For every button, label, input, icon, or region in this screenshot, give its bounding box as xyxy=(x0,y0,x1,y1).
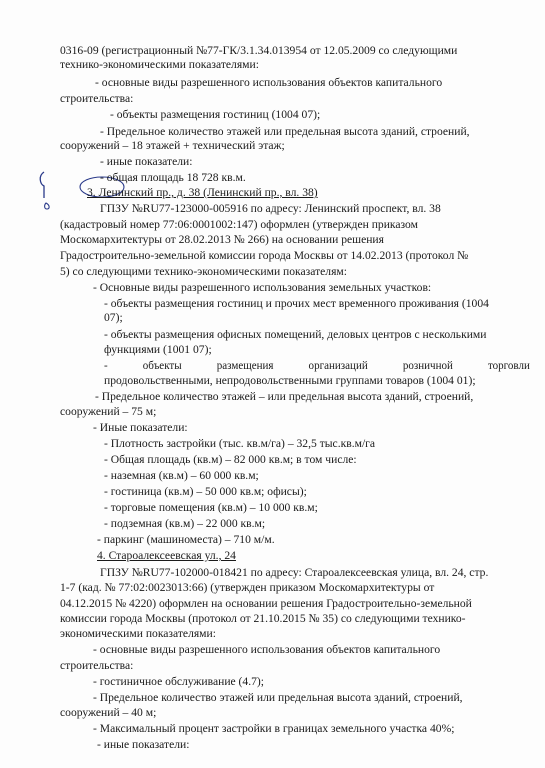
text-line-45: - иные показатели: xyxy=(97,738,190,751)
text-line-9: - общая площадь 18 728 кв.м. xyxy=(100,171,246,184)
text-line-40: строительства: xyxy=(60,659,134,672)
text-line-5: - объекты размещения гостиниц (1004 07); xyxy=(110,108,321,121)
handwritten-mark-one xyxy=(40,172,44,198)
text-line-8: - иные показатели: xyxy=(100,155,193,168)
text-line-30: - торговые помещения (кв.м) – 10 000 кв.м; xyxy=(104,501,318,514)
text-line-26: - Плотность застройки (тыс. кв.м/га) – 32,5 тыс.кв.м/га xyxy=(104,437,376,450)
text-line-15: 5) со следующими технико-экономическими показателям: xyxy=(60,265,347,278)
text-line-32: - паркинг (машиноместа) – 710 м/м. xyxy=(97,533,275,546)
text-line-41: - гостиничное обслуживание (4.7); xyxy=(93,675,264,688)
text-line-36: 04.12.2015 № 4220) оформлен на основании решения Градостроительно-земельной xyxy=(60,597,472,610)
text-line-2: технико-экономическими показателями: xyxy=(60,58,259,71)
text-line-11: ГПЗУ №RU77-123000-005916 по адресу: Ленинский проспект, вл. 38 xyxy=(100,202,441,215)
text-line-28: - наземная (кв.м) – 60 000 кв.м; xyxy=(104,469,259,482)
text-line-42: - Предельное количество этажей или предельная высота зданий, строений, xyxy=(93,691,463,704)
text-line-23: - Предельное количество этажей – или предельная высота зданий, строений, xyxy=(95,390,474,403)
text-line-13: Москомархитектуры от 28.02.2013 № 266) на основании решения xyxy=(60,233,384,246)
text-line-25: - Иные показатели: xyxy=(93,421,188,434)
text-line-6: - Предельное количество этажей или предельная высота зданий, строений, xyxy=(100,125,470,138)
text-line-31: - подземная (кв.м) – 22 000 кв.м; xyxy=(104,517,266,530)
text-line-1: 0316-09 (регистрационный №77-ГК/3.1.34.013954 от 12.05.2009 со следующими xyxy=(60,44,458,57)
section-heading-3: 3. Ленинский пр., д. 38 (Ленинский пр., вл. 38) xyxy=(87,186,318,199)
section-heading-4: 4. Староалексеевская ул., 24 xyxy=(97,549,236,562)
text-line-27: - Общая площадь (кв.м) – 82 000 кв.м; в том числе: xyxy=(104,453,357,466)
text-line-14: Градостроительно-земельной комиссии города Москвы от 14.02.2013 (протокол № xyxy=(60,249,469,262)
text-line-3: - основные виды разрешенного использования объектов капитального xyxy=(95,76,443,89)
text-line-34: ГПЗУ №RU77-102000-018421 по адресу: Староалексеевская улица, вл. 24, стр. xyxy=(100,566,489,579)
text-line-38: экономическими показателями: xyxy=(60,627,216,640)
text-line-29: - гостиница (кв.м) – 50 000 кв.м; офисы); xyxy=(104,485,307,498)
text-line-20: функциями (1001 07); xyxy=(104,343,212,356)
text-line-37: комиссии города Москвы (протокол от 21.10.2015 № 35) со следующими технико- xyxy=(60,612,466,625)
text-line-24: сооружений – 75 м; xyxy=(60,405,157,418)
text-line-18: 07); xyxy=(104,311,123,324)
text-line-43: сооружений – 40 м; xyxy=(60,706,157,719)
text-line-16: - Основные виды разрешенного использования земельных участков: xyxy=(93,281,432,294)
text-line-17: - объекты размещения гостиниц и прочих мест временного проживания (1004 xyxy=(104,297,489,310)
text-line-44: - Максимальный процент застройки в границах земельного участка 40%; xyxy=(93,722,455,735)
text-line-22: продовольственными, непродовольственными группами товаров (1004 01); xyxy=(104,374,476,387)
handwritten-mark-zero xyxy=(45,203,50,209)
text-line-35: 1-7 (кад. № 77:02:0023013:66) (утвержден приказом Москомархитектуры от xyxy=(60,581,435,594)
text-line-4: строительства: xyxy=(60,92,134,105)
text-line-19: - объекты размещения офисных помещений, деловых центров с несколькими xyxy=(104,328,487,341)
text-line-39: - основные виды разрешенного использования объектов капитального xyxy=(93,643,441,656)
text-line-7: сооружений – 18 этажей + технический этаж; xyxy=(60,139,285,152)
text-line-21: - объекты размещения организаций розничной торговли xyxy=(104,359,530,372)
text-line-12: (кадастровый номер 77:06:0001002:147) оформлен (утвержден приказом xyxy=(60,218,418,231)
